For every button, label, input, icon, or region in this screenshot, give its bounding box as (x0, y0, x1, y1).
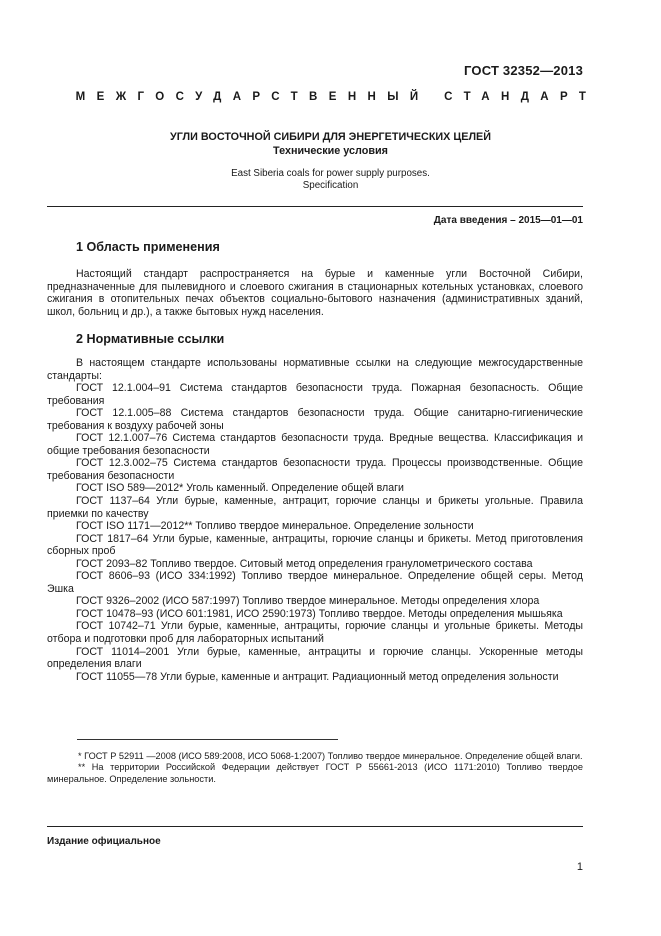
header-divider (47, 206, 583, 207)
interstate-standard-label: МЕЖГОСУДАРСТВЕННЫЙ СТАНДАРТ (75, 91, 598, 103)
reference-item: ГОСТ 12.3.002–75 Система стандартов безопасности труда. Процессы производственные. Общие требования безопасности (47, 457, 583, 482)
title-en-main: East Siberia coals for power supply purposes. (231, 168, 430, 179)
reference-item: ГОСТ 12.1.005–88 Система стандартов безопасности труда. Общие санитарно-гигиенические требования к воздуху рабочей зоны (47, 407, 583, 432)
reference-item: ГОСТ 8606–93 (ИСО 334:1992) Топливо твердое минеральное. Определение общей серы. Метод Эшка (47, 570, 583, 595)
reference-item: ГОСТ 2093–82 Топливо твердое. Ситовый метод определения гранулометрического состава (76, 557, 533, 570)
section-2-heading: 2 Нормативные ссылки (76, 332, 225, 346)
intro-date: Дата введения – 2015—01—01 (433, 215, 583, 226)
page-number: 1 (576, 861, 583, 873)
reference-item: ГОСТ 11055—78 Угли бурые, каменные и антрацит. Радиационный метод определения зольности (76, 670, 559, 683)
title-ru-sub: Технические условия (273, 145, 388, 157)
footnote-1: * ГОСТ Р 52911 —2008 (ИСО 589:2008, ИСО 5068-1:2007) Топливо твердое минеральное. Определение общей влаги. (78, 751, 583, 761)
reference-item: ГОСТ 1137–64 Угли бурые, каменные, антрацит, горючие сланцы и брикеты угольные. Правила приемки по качеству (47, 495, 583, 520)
title-ru (0, 130, 661, 158)
section-1-body (47, 268, 583, 319)
footer-divider (47, 826, 583, 827)
reference-item: ГОСТ 11014–2001 Угли бурые, каменные, антрациты и горючие сланцы. Ускоренные методы определения влаги (47, 645, 583, 671)
reference-item: ГОСТ 12.1.004–91 Система стандартов безопасности труда. Пожарная безопасность. Общие требования (47, 382, 583, 407)
references-list (47, 357, 583, 683)
reference-item: ГОСТ 12.1.007–76 Система стандартов безопасности труда. Вредные вещества. Классификация и общие требования безопасности (47, 432, 583, 457)
title-ru-main: УГЛИ ВОСТОЧНОЙ СИБИРИ ДЛЯ ЭНЕРГЕТИЧЕСКИХ ЦЕЛЕЙ (169, 131, 491, 143)
edition-label: Издание официальное (47, 836, 161, 847)
document-code: ГОСТ 32352—2013 (464, 63, 583, 78)
reference-item: ГОСТ 10742–71 Угли бурые, каменные, антрациты, горючие сланцы и угольные брикеты. Методы отбора и подготовки проб для лабораторных испытаний (47, 620, 583, 646)
title-en-sub: Specification (302, 180, 359, 191)
references-intro: В настоящем стандарте использованы нормативные ссылки на следующие межгосударственные стандарты: (47, 357, 583, 382)
section-1-text: Настоящий стандарт распространяется на бурые и каменные угли Восточной Сибири, предназначенные для пылевидного и слоевого сжигания в стационарных котельных установках, слоевого сжигания в отопительных печах объектов социально-бытового назначения (административных зданий, школ, больниц и др.), а также бытовых нужд населения. (47, 268, 583, 319)
footnotes (47, 751, 583, 785)
footnote-divider (77, 739, 338, 740)
reference-item: ГОСТ ISO 1171—2012** Топливо твердое минеральное. Определение зольности (76, 520, 474, 533)
reference-item: ГОСТ 10478–93 (ИСО 601:1981, ИСО 2590:1973) Топливо твердое. Методы определения мышьяка (76, 607, 563, 620)
footnote-2: ** На территории Российской Федерации действует ГОСТ Р 55661-2013 (ИСО 1171:2010) Топливо твердое минеральное. Определение зольности. (47, 762, 583, 784)
reference-item: ГОСТ ISO 589—2012* Уголь каменный. Определение общей влаги (76, 482, 404, 495)
title-en (0, 168, 661, 192)
section-1-heading: 1 Область применения (76, 240, 220, 254)
reference-item: ГОСТ 1817–64 Угли бурые, каменные, антрациты, горючие сланцы и брикеты. Метод приготовления сборных проб (47, 532, 583, 558)
reference-item: ГОСТ 9326–2002 (ИСО 587:1997) Топливо твердое минеральное. Методы определения хлора (76, 595, 540, 608)
